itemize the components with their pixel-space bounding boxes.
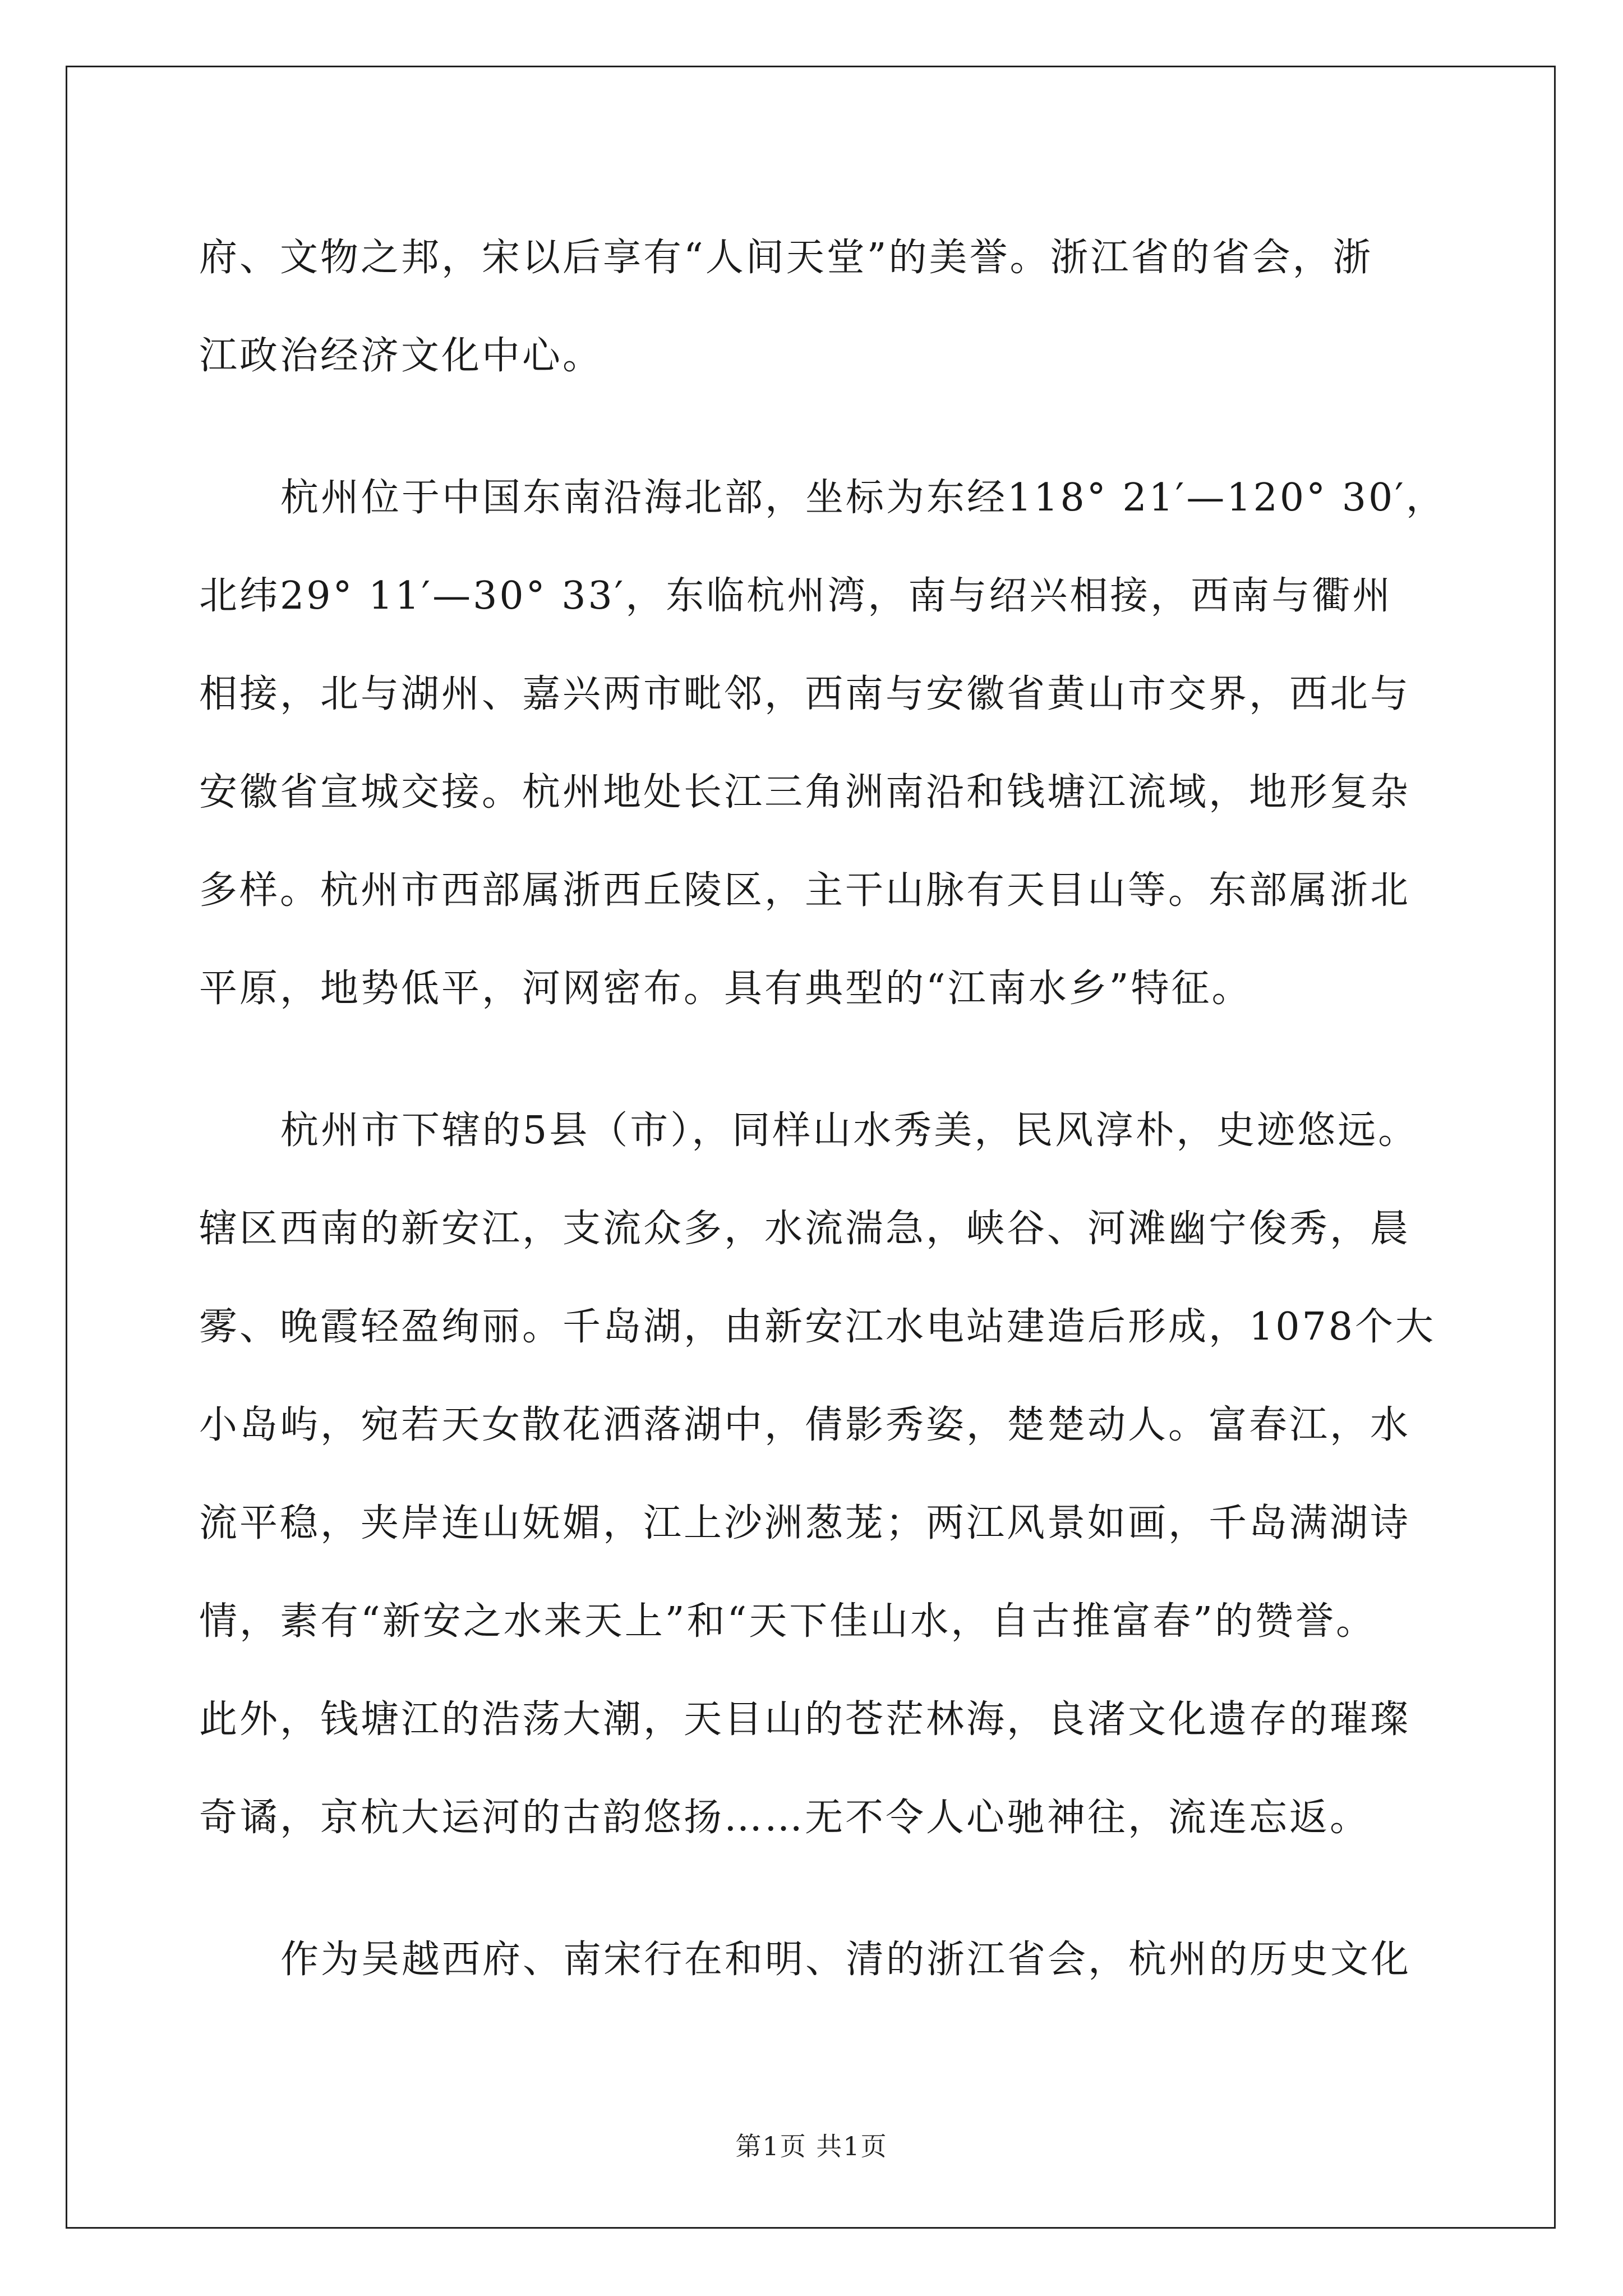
- text-line: 府、文物之邦，宋以后享有“人间天堂”的美誉。浙江省的省会，浙: [199, 236, 1373, 280]
- paragraph-start-line: 杭州市下辖的5县（市），同样山水秀美，民风淳朴，史迹悠远。: [280, 1108, 1419, 1153]
- text-line: 江政治经济文化中心。: [199, 334, 603, 378]
- text-line: 安徽省宣城交接。杭州地处长江三角洲南沿和钱塘江流域，地形复杂: [199, 770, 1411, 815]
- text-line: 相接，北与湖州、嘉兴两市毗邻，西南与安徽省黄山市交界，西北与: [199, 672, 1411, 716]
- text-line: 流平稳，夹岸连山妩媚，江上沙洲葱茏；两江风景如画，千岛满湖诗: [199, 1501, 1411, 1545]
- text-line: 北纬29° 11′—30° 33′，东临杭州湾，南与绍兴相接，西南与衢州: [199, 574, 1393, 618]
- text-line: 此外，钱塘江的浩荡大潮，天目山的苍茫林海，良渚文化遗存的璀璨: [199, 1697, 1411, 1742]
- paragraph-start-line: 作为吴越西府、南宋行在和明、清的浙江省会，杭州的历史文化: [280, 1938, 1412, 1982]
- page-number-footer: 第1页 共1页: [735, 2131, 888, 2161]
- paragraph-start-line: 杭州位于中国东南沿海北部，坐标为东经118° 21′—120° 30′，: [280, 476, 1446, 520]
- text-line: 奇谲，京杭大运河的古韵悠扬……无不令人心驰神往，流连忘返。: [199, 1796, 1371, 1840]
- text-line: 多样。杭州市西部属浙西丘陵区，主干山脉有天目山等。东部属浙北: [199, 868, 1411, 913]
- text-line: 小岛屿，宛若天女散花洒落湖中，倩影秀姿，楚楚动人。富春江，水: [199, 1403, 1411, 1447]
- document-body: [199, 209, 1446, 2009]
- text-line: 情，素有“新安之水来天上”和“天下佳山水，自古推富春”的赞誉。: [199, 1599, 1377, 1644]
- text-line: 雾、晚霞轻盈绚丽。千岛湖，由新安江水电站建造后形成，1078个大: [199, 1305, 1436, 1349]
- text-line: 辖区西南的新安江，支流众多，水流湍急，峡谷、河滩幽宁俊秀，晨: [199, 1207, 1411, 1251]
- text-line: 平原，地势低平，河网密布。具有典型的“江南水乡”特征。: [199, 967, 1252, 1011]
